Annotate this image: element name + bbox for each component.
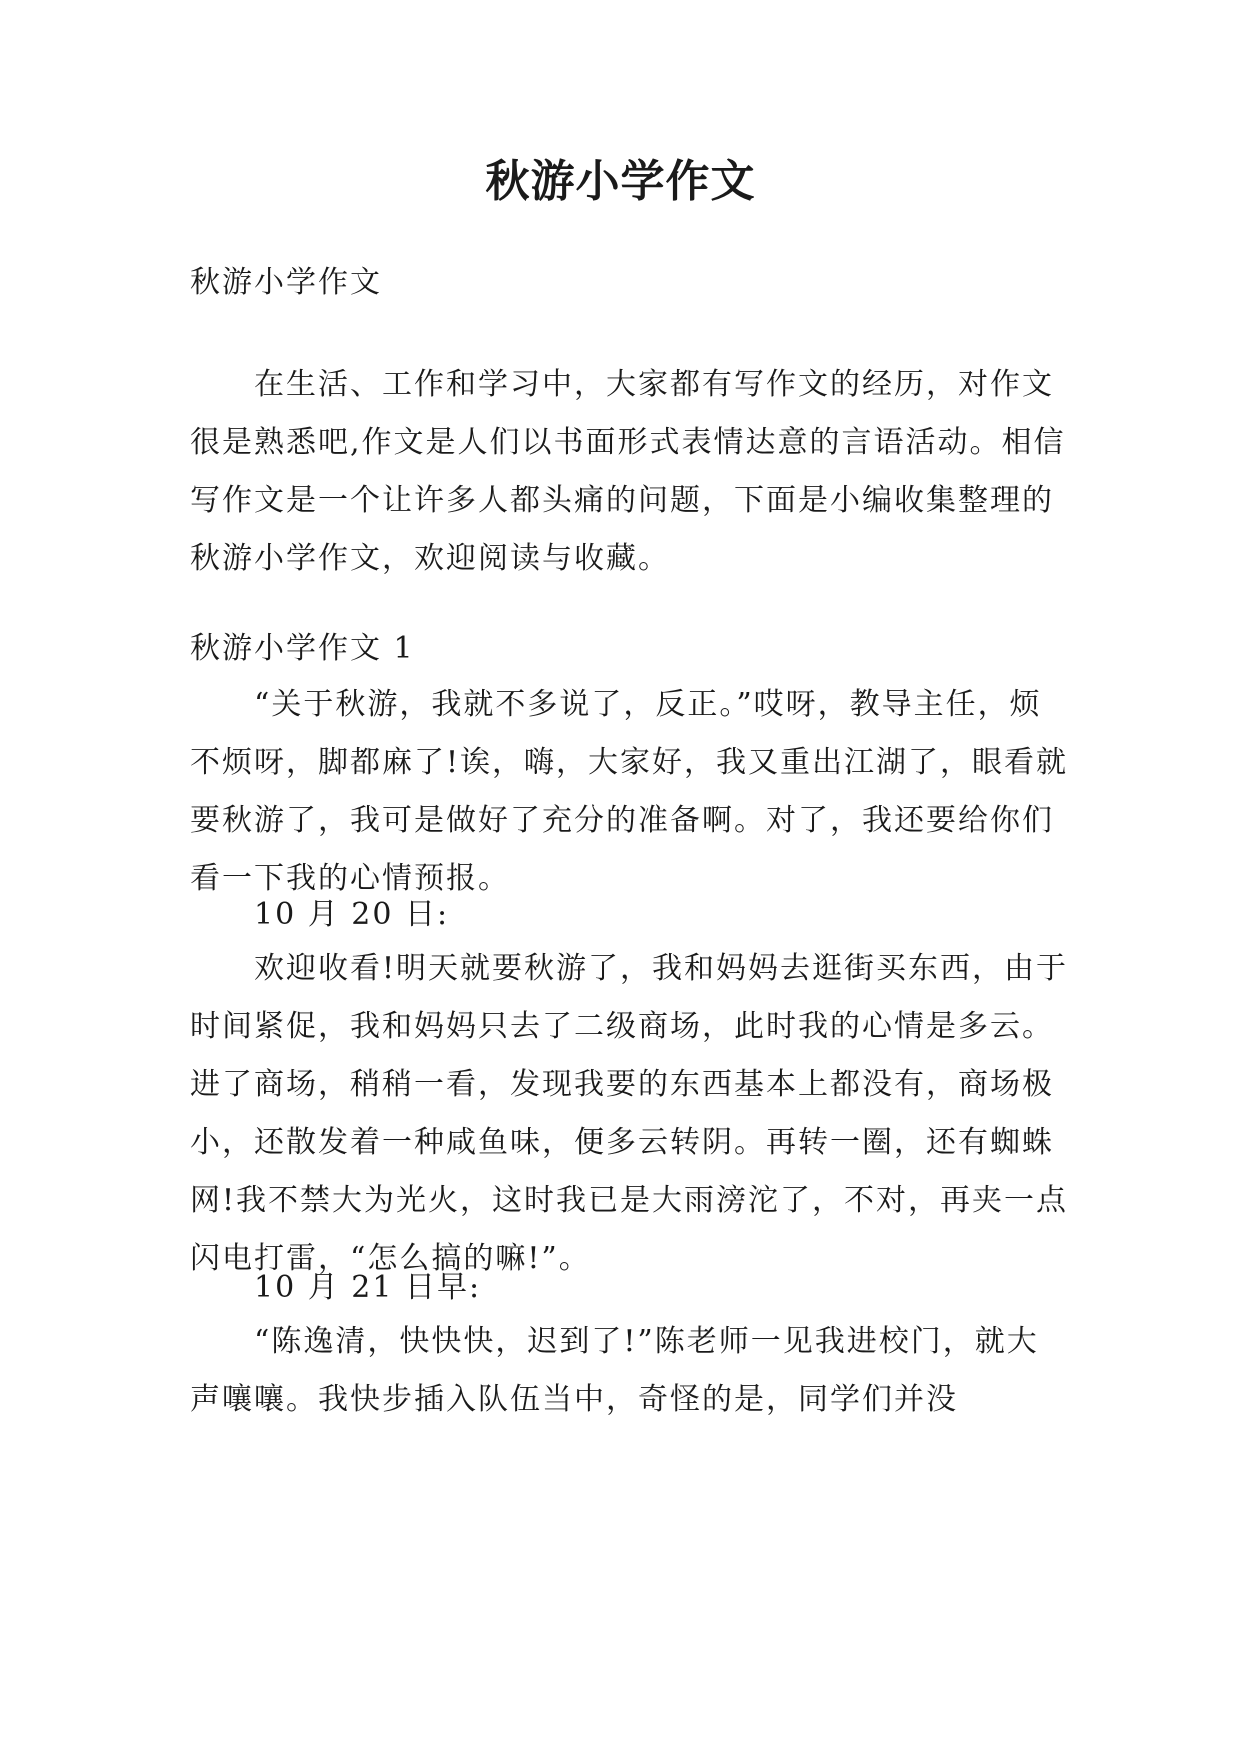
- document-title: 秋游小学作文: [485, 156, 756, 207]
- intro-paragraph: 在生活、工作和学习中，大家都有写作文的经历，对作文很是熟悉吧,作文是人们以书面形式表情达意的言语活动。相信写作文是一个让许多人都头痛的问题，下面是小编收集整理的秋游小学作文，欢迎阅读与收藏。: [190, 367, 1066, 576]
- paragraph-3: “陈逸清，快快快，迟到了!”陈老师一见我进校门，就大声嚷嚷。我快步插入队伍当中，奇怪的是，同学们并没: [190, 1324, 1039, 1417]
- paragraph-1: “关于秋游，我就不多说了，反正。”哎呀，教导主任，烦不烦呀，脚都麻了!诶，嗨，大家好，我又重出江湖了，眼看就要秋游了，我可是做好了充分的准备啊。对了，我还要给你们看一下我的心情预报。: [190, 687, 1069, 896]
- date-heading-2: 10 月 21 日早:: [254, 1270, 482, 1305]
- section-heading: 秋游小学作文 1: [190, 631, 415, 666]
- date-heading-1: 10 月 20 日:: [254, 897, 450, 932]
- paragraph-2: 欢迎收看!明天就要秋游了，我和妈妈去逛街买东西，由于时间紧促，我和妈妈只去了二级商场，此时我的心情是多云。进了商场，稍稍一看，发现我要的东西基本上都没有，商场极小，还散发着一种咸鱼味，便多云转阴。再转一圈，还有蜘蛛网!我不禁大为光火，这时我已是大雨滂沱了，不对，再夹一点闪电打雷，“怎么搞的嘛!”。: [190, 951, 1069, 1276]
- document-subtitle: 秋游小学作文: [190, 265, 382, 300]
